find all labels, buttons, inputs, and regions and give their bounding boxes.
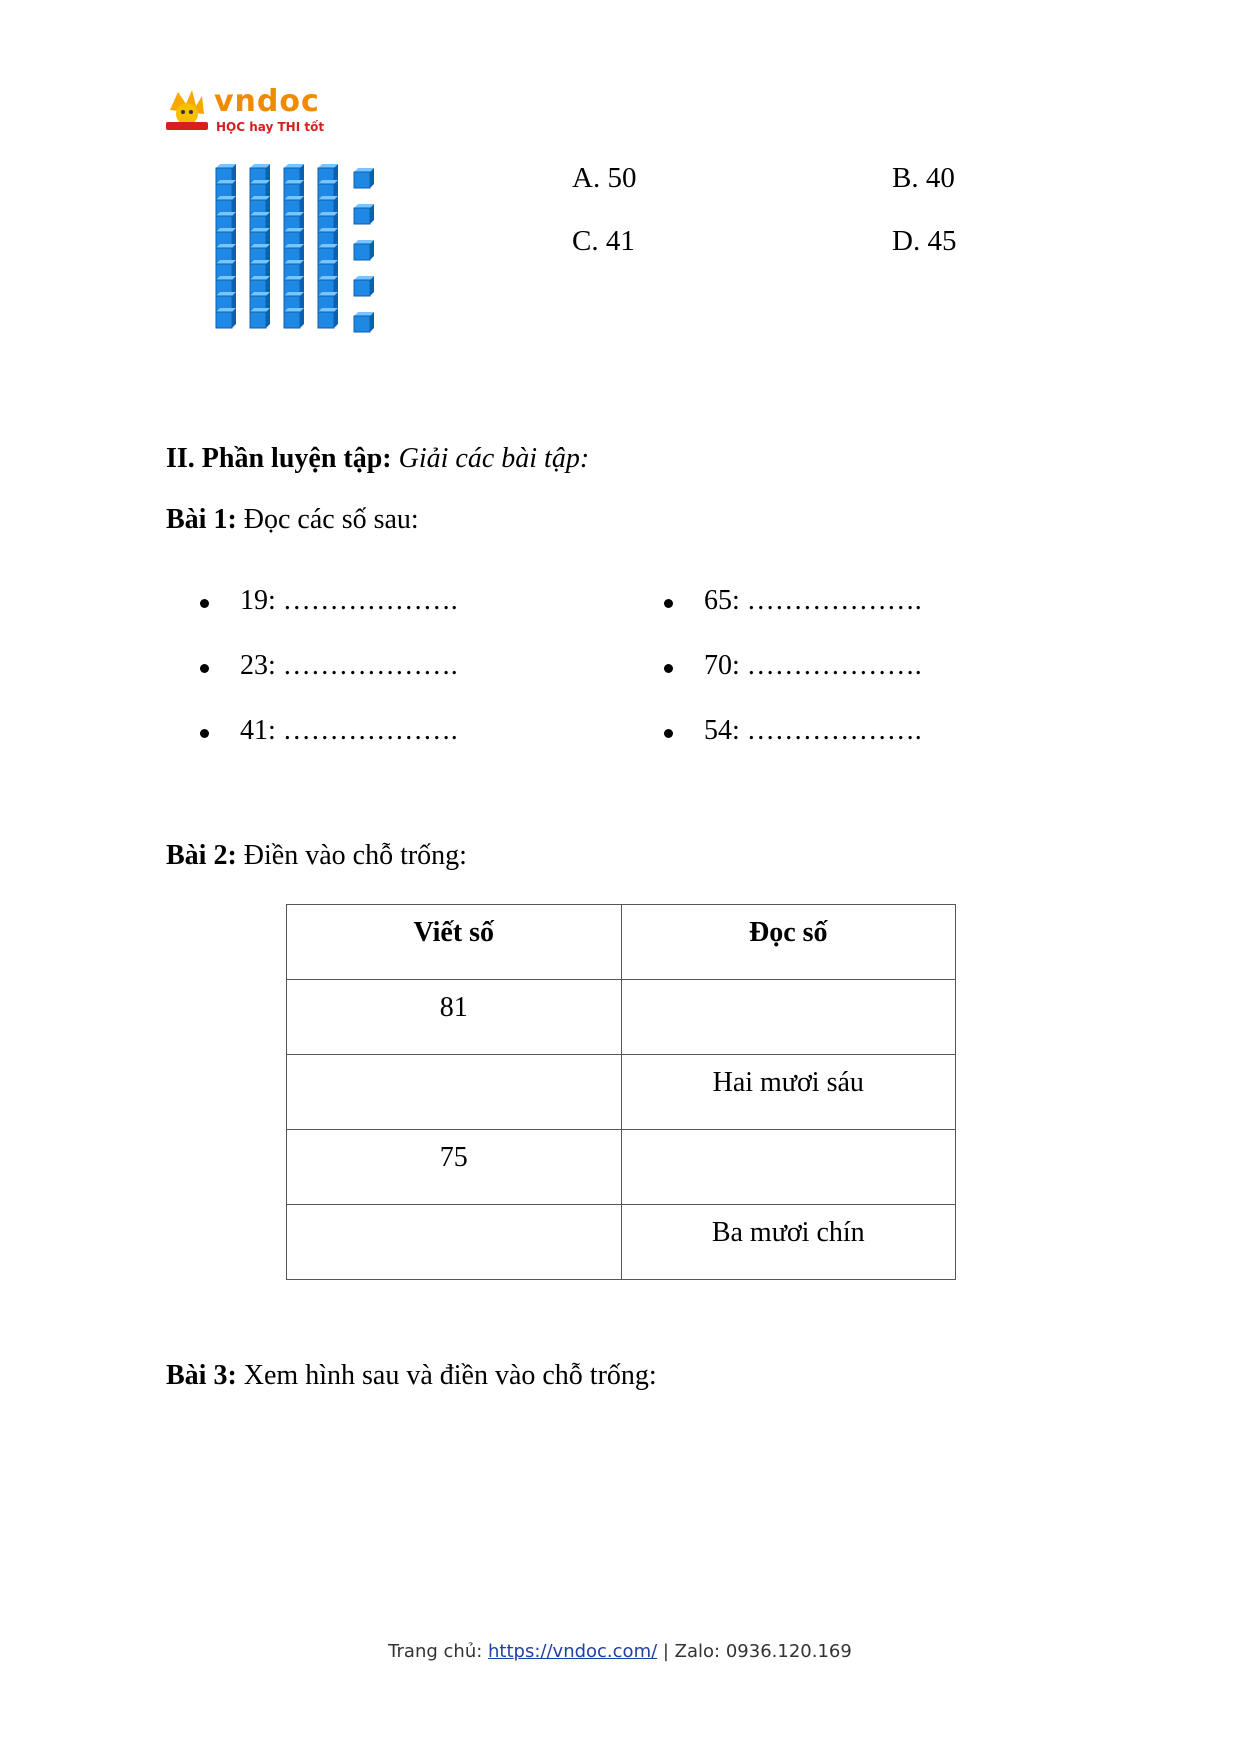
tens-rod	[216, 164, 236, 328]
unit-cube	[354, 204, 374, 224]
bai3-text: Xem hình sau và điền vào chỗ trống:	[243, 1360, 657, 1391]
option-value: 40	[925, 162, 955, 194]
list-item: 70: ……………….	[704, 650, 922, 681]
option-a	[572, 162, 636, 195]
table-cell	[287, 1055, 622, 1130]
footer-contact: | Zalo: 0936.120.169	[657, 1641, 852, 1662]
unit-cube	[354, 240, 374, 260]
unit-cube	[354, 312, 374, 332]
option-letter: D.	[892, 225, 921, 257]
bai1-text: Đọc các số sau:	[243, 504, 419, 535]
page-footer	[0, 1641, 1240, 1662]
table-cell	[621, 980, 956, 1055]
bai2-heading	[166, 840, 467, 872]
base-ten-blocks-image	[214, 162, 384, 352]
footer-prefix: Trang chủ:	[388, 1641, 489, 1662]
list-item: 65: ……………….	[704, 585, 922, 616]
tens-rod	[250, 164, 270, 328]
logo-wordmark: vndoc	[214, 84, 320, 119]
table-row	[287, 1130, 956, 1205]
unit-cube	[354, 168, 374, 188]
table-cell: 75	[287, 1130, 622, 1205]
table-cell	[621, 1130, 956, 1205]
list-item: 23: ……………….	[240, 650, 458, 681]
option-value: 41	[605, 225, 635, 257]
table-cell: 81	[287, 980, 622, 1055]
list-item: 41: ……………….	[240, 715, 458, 746]
option-letter: A.	[572, 162, 601, 194]
tens-rod	[318, 164, 338, 328]
vndoc-logo	[166, 84, 326, 140]
table-header-row	[287, 905, 956, 980]
section-heading	[166, 443, 589, 475]
bai3-heading	[166, 1360, 657, 1392]
option-c	[572, 225, 635, 258]
rod-unit	[318, 308, 338, 328]
rod-unit	[216, 308, 236, 328]
table-cell	[287, 1205, 622, 1280]
table-cell: Hai mươi sáu	[621, 1055, 956, 1130]
footer-link[interactable]: https://vndoc.com/	[488, 1641, 658, 1662]
table-row	[287, 980, 956, 1055]
list-item: 54: ……………….	[704, 715, 922, 746]
section-heading-title: II. Phần luyện tập:	[166, 443, 392, 474]
bai2-text: Điền vào chỗ trống:	[243, 840, 467, 871]
table-cell: Ba mươi chín	[621, 1205, 956, 1280]
section-heading-subtitle: Giải các bài tập:	[398, 443, 590, 474]
option-letter: B.	[892, 162, 919, 194]
bai3-label: Bài 3:	[166, 1360, 237, 1391]
bai2-table	[286, 904, 956, 1280]
table-header: Viết số	[287, 905, 622, 980]
table-header: Đọc số	[621, 905, 956, 980]
option-value: 45	[927, 225, 957, 257]
option-value: 50	[607, 162, 637, 194]
rod-unit	[284, 308, 304, 328]
bai1-label: Bài 1:	[166, 504, 237, 535]
table-row	[287, 1055, 956, 1130]
tens-rod	[284, 164, 304, 328]
option-letter: C.	[572, 225, 599, 257]
table-row	[287, 1205, 956, 1280]
bai2-label: Bài 2:	[166, 840, 237, 871]
logo-tagline: HỌC hay THI tốt	[216, 120, 325, 134]
option-d	[892, 225, 956, 258]
bai1-heading	[166, 504, 419, 536]
rod-unit	[250, 308, 270, 328]
unit-cube	[354, 276, 374, 296]
option-b	[892, 162, 955, 195]
list-item: 19: ……………….	[240, 585, 458, 616]
